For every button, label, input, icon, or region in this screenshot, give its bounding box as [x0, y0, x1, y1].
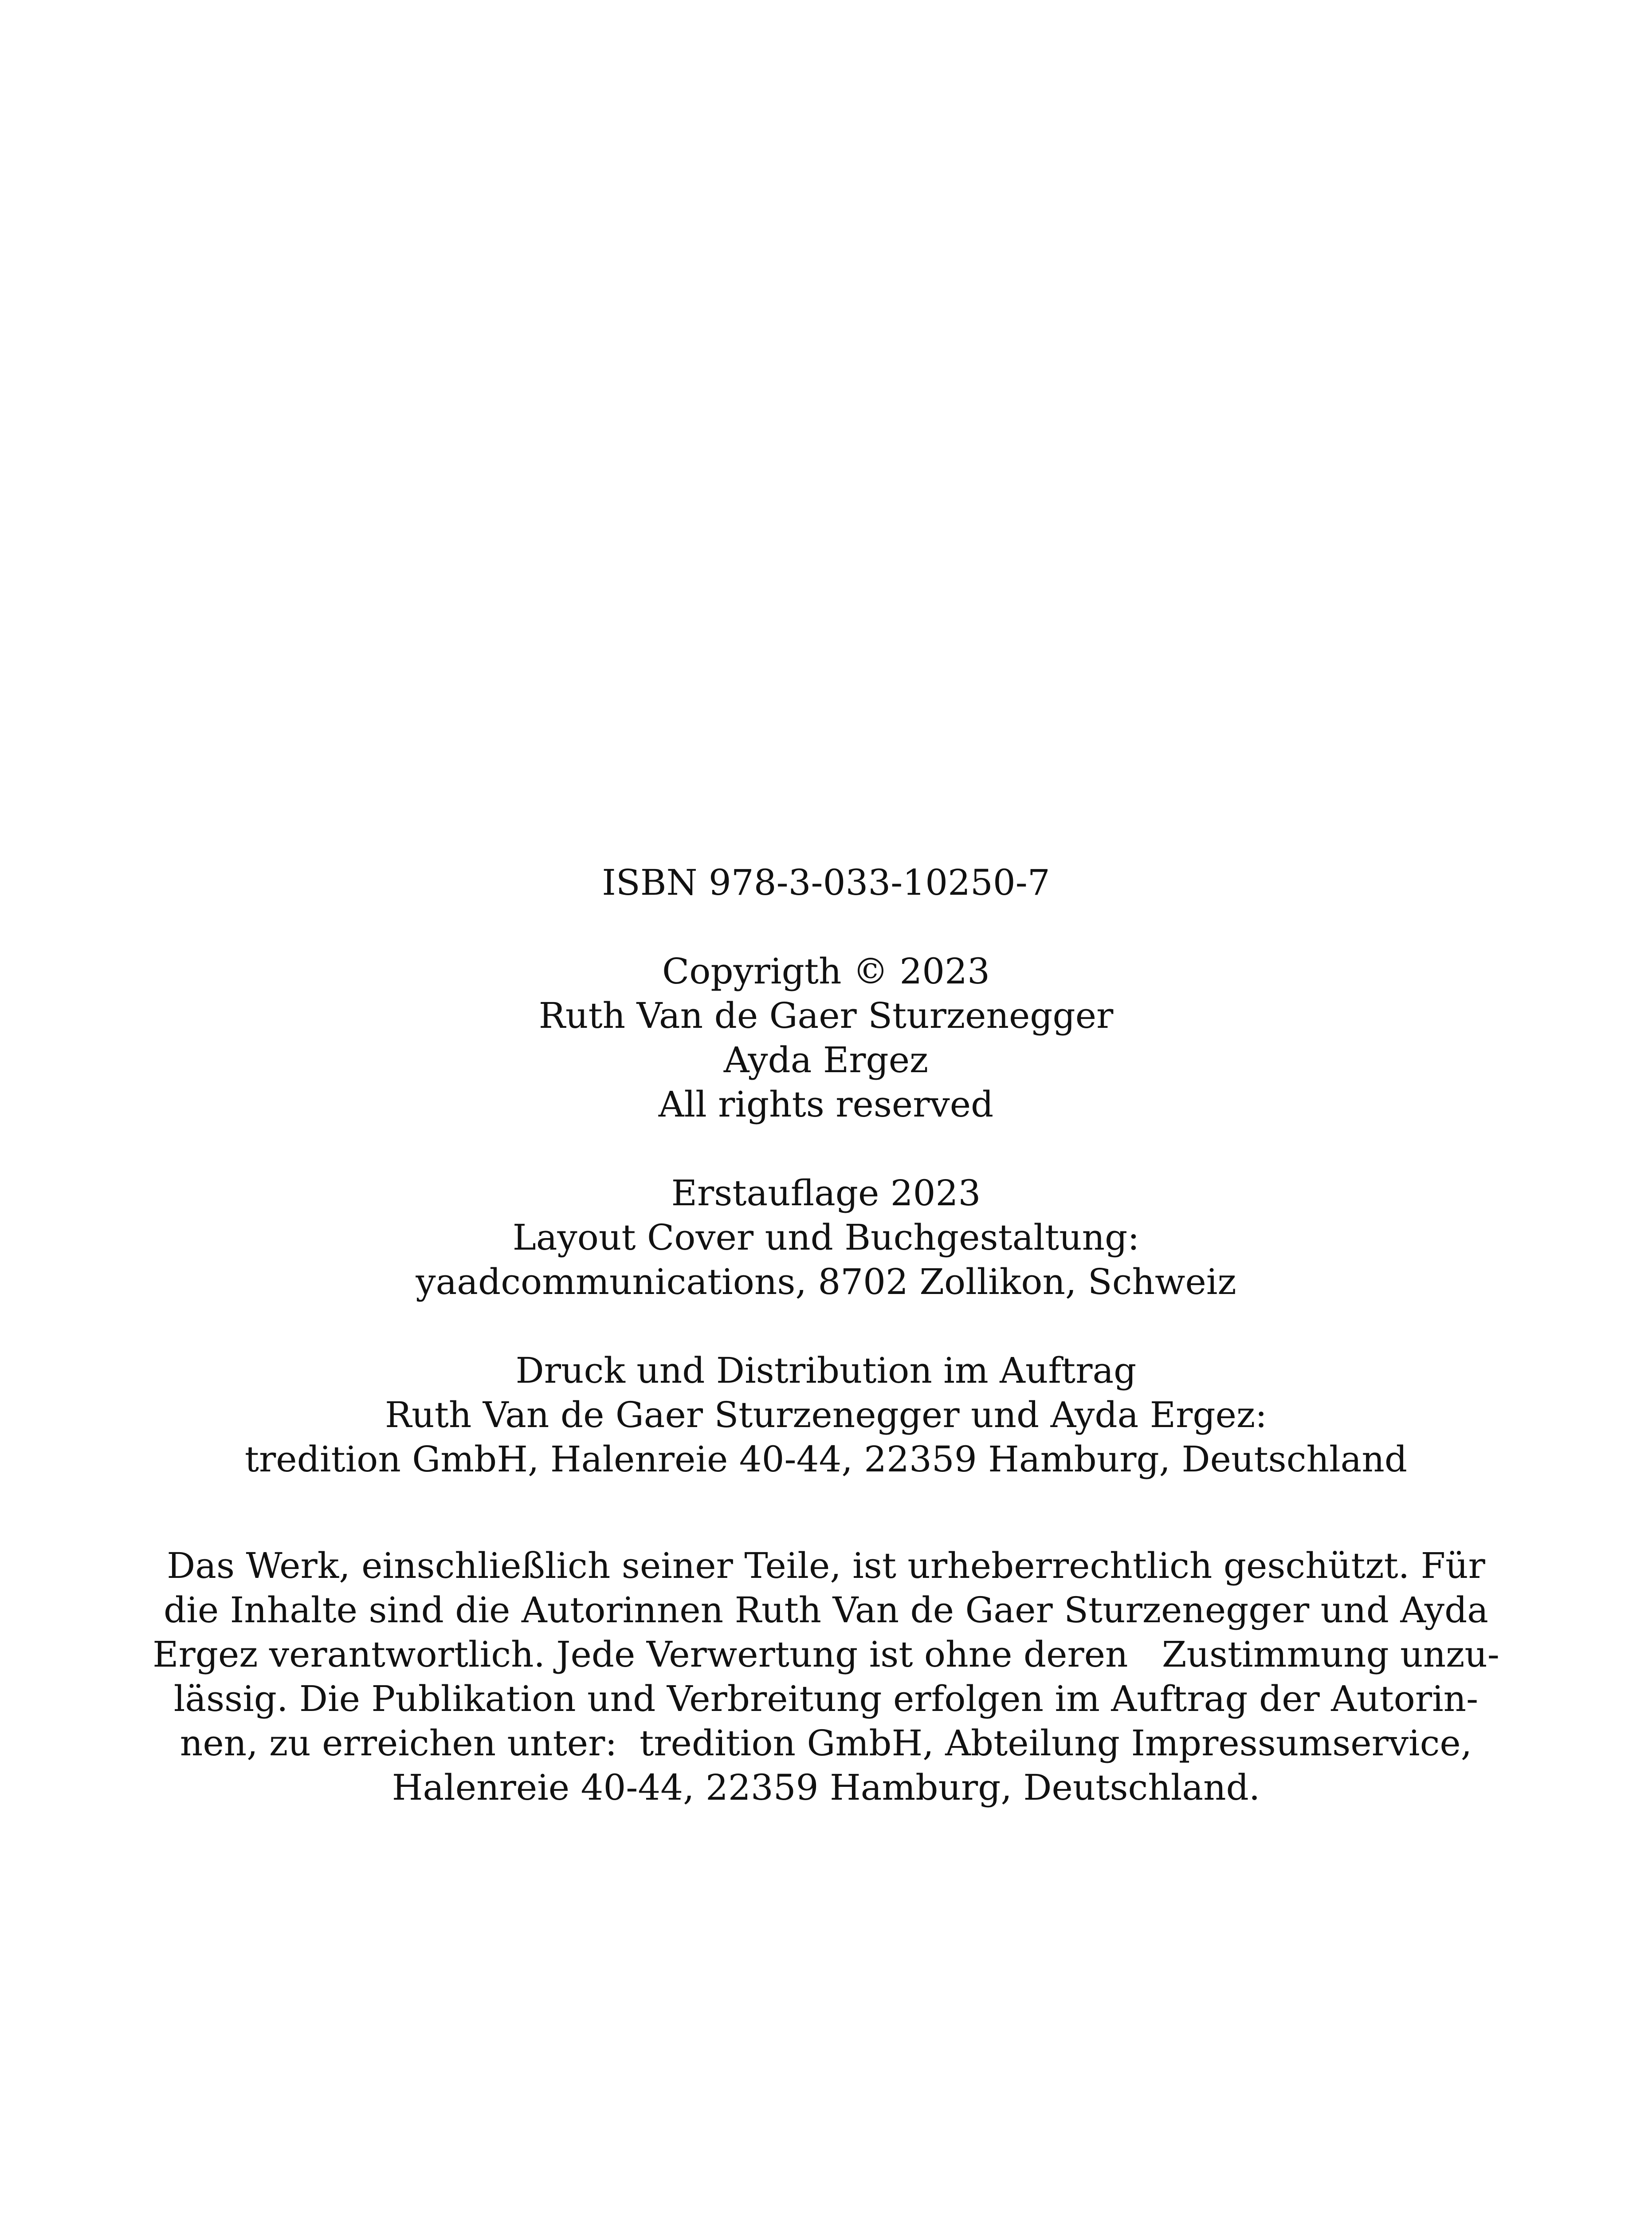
- edition-section: [0, 1171, 1652, 1304]
- isbn-text: ISBN 978-3-033-10250-7: [602, 862, 1050, 903]
- author-name-1: Ruth Van de Gaer Sturzenegger: [538, 995, 1114, 1036]
- legal-notice: [0, 1544, 1652, 1810]
- legal-line: lässig. Die Publikation und Verbreitung erfolgen im Auftrag der Autorin-: [173, 1678, 1479, 1719]
- print-line-1: Druck und Distribution im Auftrag: [515, 1350, 1137, 1391]
- copyright-section: [0, 949, 1652, 1127]
- isbn-section: [0, 861, 1652, 905]
- layout-credit-label: Layout Cover und Buchgestaltung:: [512, 1217, 1140, 1258]
- layout-credit-company: yaadcommunications, 8702 Zollikon, Schweiz: [416, 1261, 1236, 1302]
- edition-line: Erstauflage 2023: [671, 1172, 981, 1214]
- copyright-line: Copyrigth © 2023: [662, 951, 990, 992]
- legal-line: die Inhalte sind die Autorinnen Ruth Van de Gaer Sturzenegger und Ayda: [164, 1589, 1488, 1631]
- print-section: [0, 1349, 1652, 1482]
- legal-line: Halenreie 40-44, 22359 Hamburg, Deutschland.: [392, 1767, 1260, 1808]
- rights-reserved: All rights reserved: [658, 1084, 994, 1125]
- legal-line: Das Werk, einschließlich seiner Teile, ist urheberrechtlich geschützt. Für: [167, 1545, 1485, 1586]
- legal-line: nen, zu erreichen unter: tredition GmbH, Abteilung Impressumservice,: [180, 1722, 1472, 1764]
- legal-line: Ergez verantwortlich. Jede Verwertung ist ohne deren Zustimmung unzu-: [153, 1634, 1499, 1675]
- print-line-2: Ruth Van de Gaer Sturzenegger und Ayda Ergez:: [385, 1394, 1267, 1435]
- author-name-2: Ayda Ergez: [723, 1039, 929, 1081]
- print-line-3: tredition GmbH, Halenreie 40-44, 22359 Hamburg, Deutschland: [244, 1439, 1408, 1480]
